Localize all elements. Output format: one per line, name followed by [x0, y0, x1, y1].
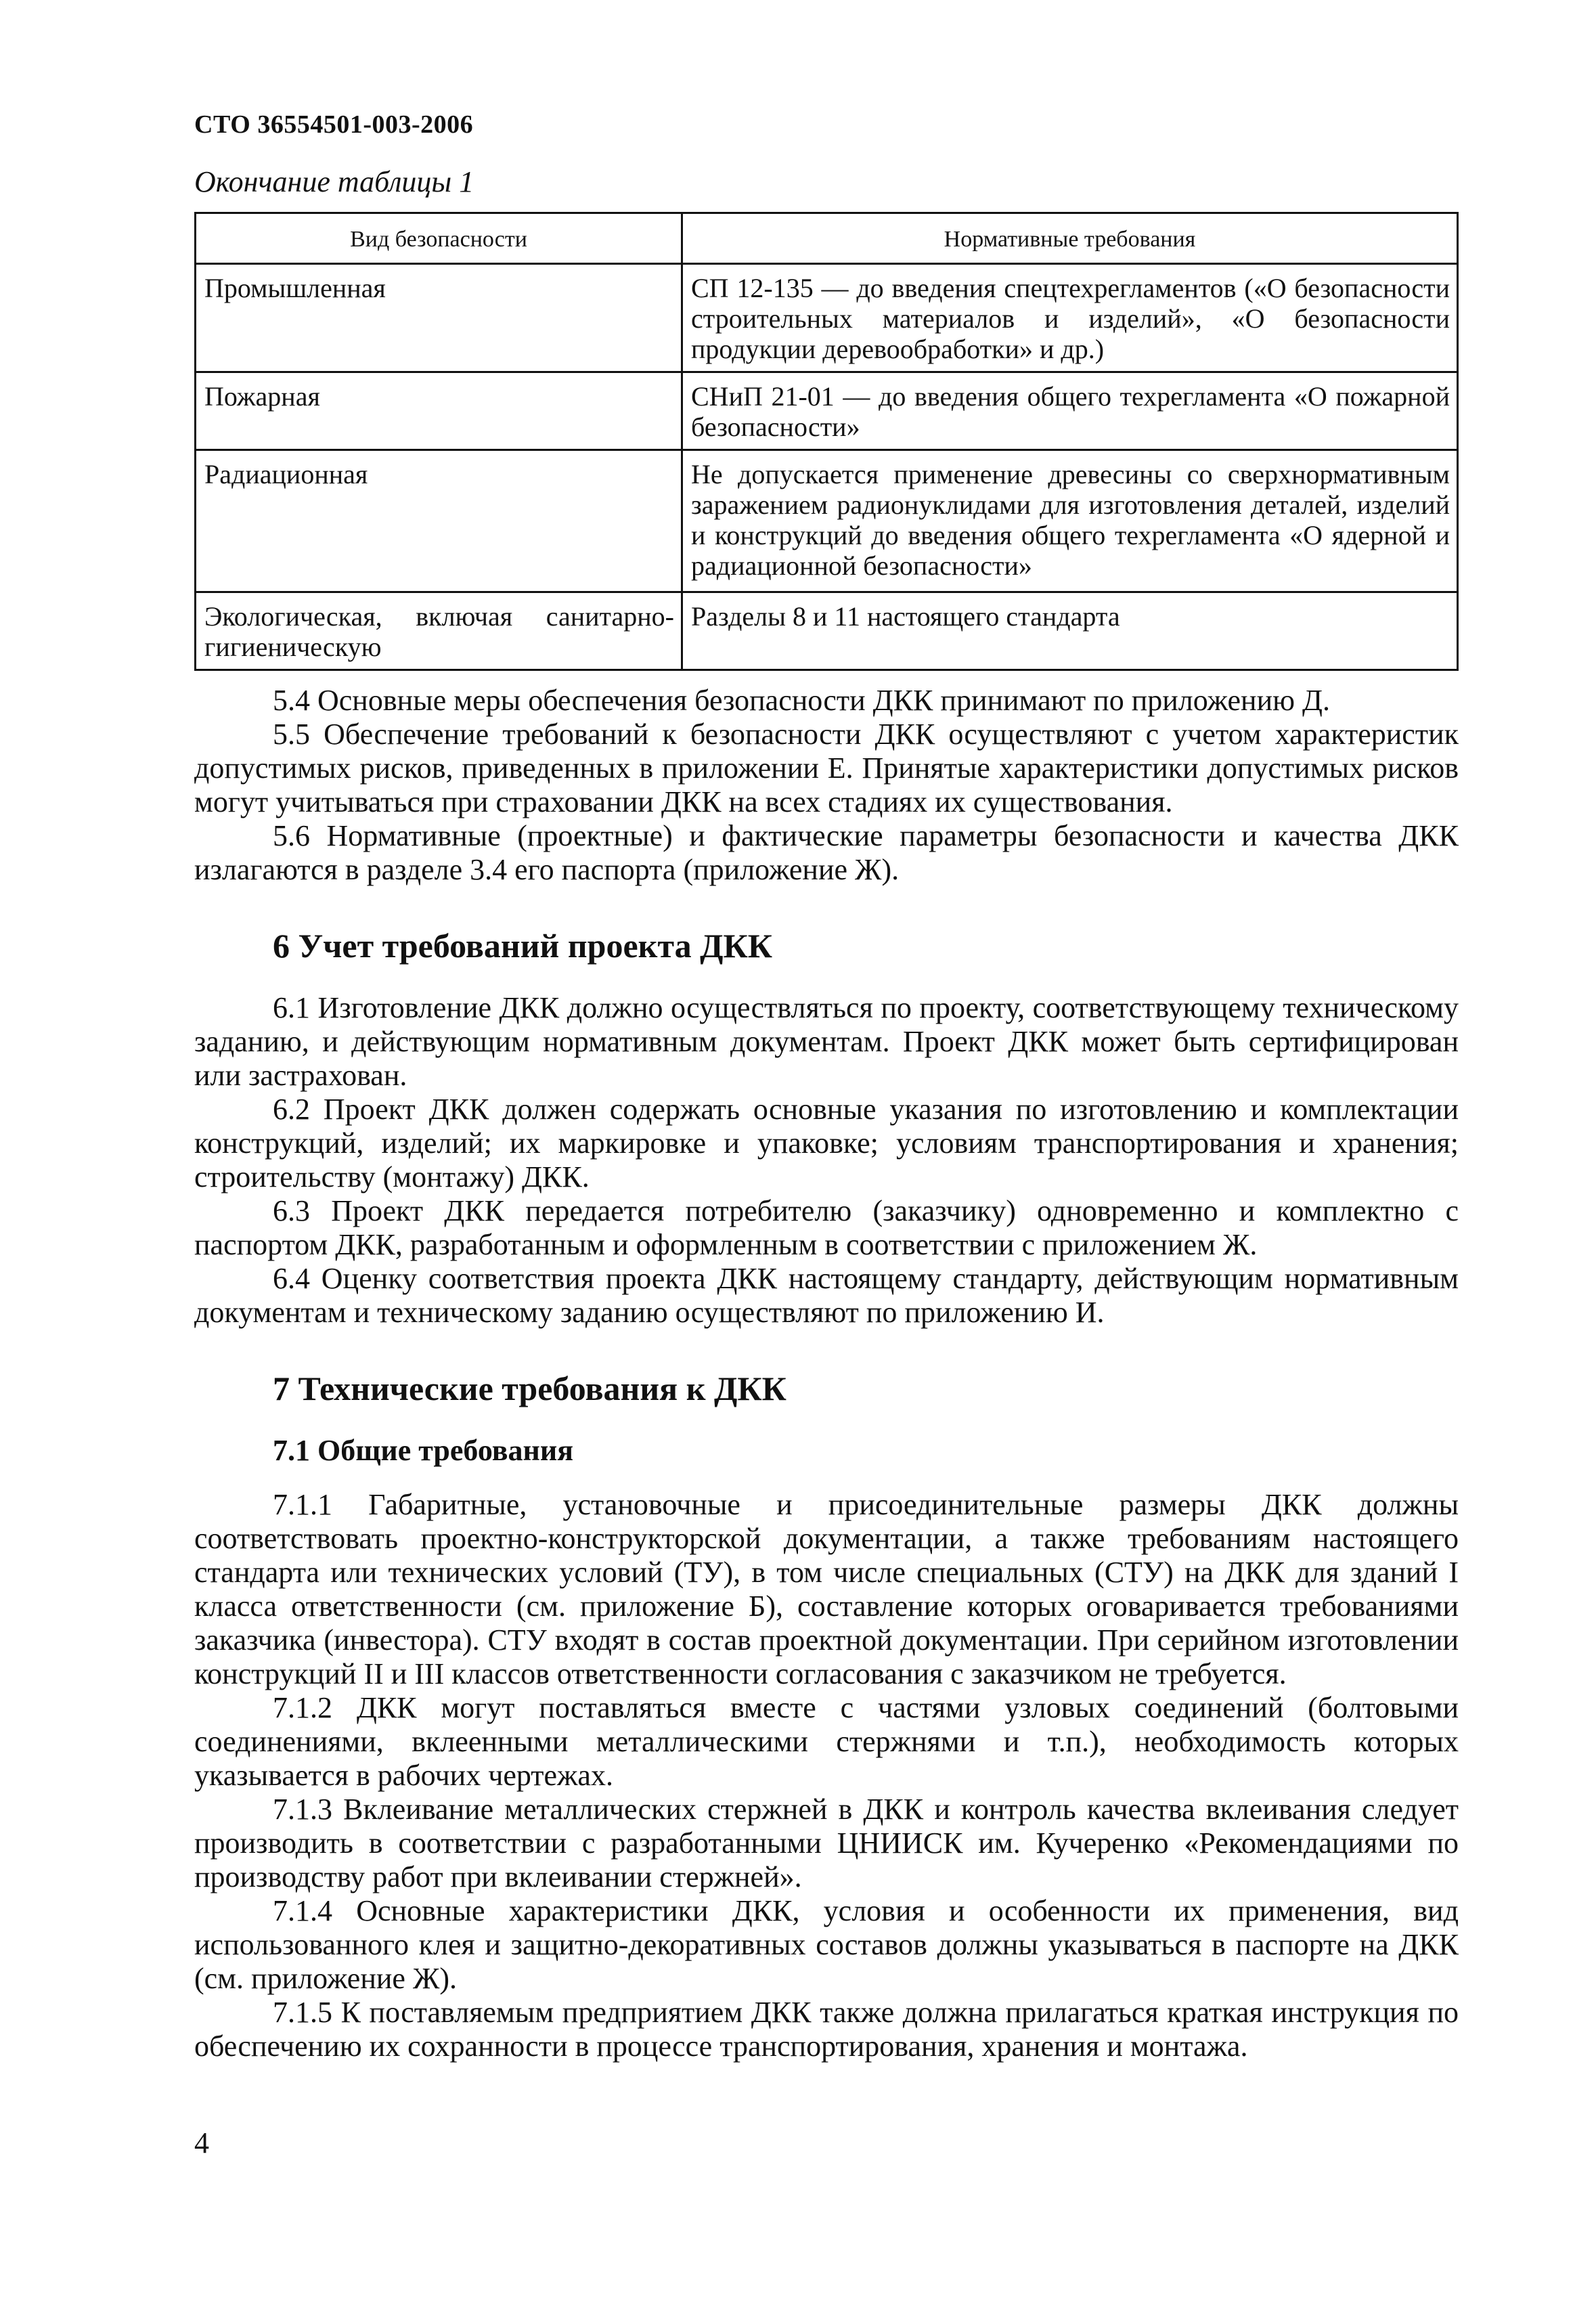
table-row	[196, 372, 1458, 450]
paragraph-7-1-2: 7.1.2 ДКК могут поставляться вместе с частями узловых соединений (болтовыми соединениями, вклеенными металлическими стержнями и т.п.), необходимость которых указывается в рабочих чертежах.	[194, 1691, 1459, 1792]
header-safety-type: Вид безопасности	[196, 213, 682, 264]
requirement-cell: СП 12-135 — до введения спецтехрегламентов («О безопасности строительных материалов и изделий», «О безопасности продукции деревообработки» и др.)	[682, 264, 1458, 372]
section-7-heading: 7 Технические требования к ДКК	[273, 1369, 786, 1407]
safety-type-cell: Промышленная	[196, 264, 682, 372]
requirement-cell: Не допускается применение древесины со сверхнормативным заражением радионуклидами для изготовления деталей, изделий и конструкций до введения общего техрегламента «О ядерной и радиационной безопасности»	[682, 450, 1458, 592]
table-row	[196, 592, 1458, 670]
requirement-cell: СНиП 21-01 — до введения общего техрегламента «О пожарной безопасности»	[682, 372, 1458, 450]
safety-type-cell: Пожарная	[196, 372, 682, 450]
paragraph-6-4: 6.4 Оценку соответствия проекта ДКК настоящему стандарту, действующим нормативным документам и техническому заданию осуществляют по приложению И.	[194, 1262, 1459, 1329]
safety-type-cell: Экологическая, включая санитарно-гигиеническую	[196, 592, 682, 670]
document-body	[194, 684, 1459, 2063]
table-row	[196, 450, 1458, 592]
table-row	[196, 264, 1458, 372]
paragraph-7-1-1: 7.1.1 Габаритные, установочные и присоединительные размеры ДКК должны соответствовать проектно-конструкторской документации, а также требованиям настоящего стандарта или технических условий (ТУ), в том числе специальных (СТУ) на ДКК для зданий I класса ответственности (см. приложение Б), составление которых оговаривается требованиями заказчика (инвестора). СТУ входят в состав проектной документации. При серийном изготовлении конструкций II и III классов ответственности согласования с заказчиком не требуется.	[194, 1488, 1459, 1690]
paragraph-6-1: 6.1 Изготовление ДКК должно осуществляться по проекту, соответствующему техническому заданию, и действующим нормативным документам. Проект ДКК может быть сертифицирован или застрахован.	[194, 991, 1459, 1092]
paragraph-7-1-3: 7.1.3 Вклеивание металлических стержней в ДКК и контроль качества вклеивания следует производить в соответствии с разработанными ЦНИИСК им. Кучеренко «Рекомендациями по производству работ при вклеивании стержней».	[194, 1793, 1459, 1893]
paragraph-5-6: 5.6 Нормативные (проектные) и фактические параметры безопасности и качества ДКК излагаются в разделе 3.4 его паспорта (приложение Ж).	[194, 819, 1459, 886]
paragraph-5-5: 5.5 Обеспечение требований к безопасности ДКК осуществляют с учетом характеристик допустимых рисков, приведенных в приложении Е. Принятые характеристики допустимых рисков могут учитываться при страховании ДКК на всех стадиях их существования.	[194, 718, 1459, 818]
page-number: 4	[194, 2126, 209, 2160]
paragraph-6-2: 6.2 Проект ДКК должен содержать основные указания по изготовлению и комплектации конструкций, изделий; их маркировке и упаковке; условиям транспортирования и хранения; строительству (монтажу) ДКК.	[194, 1093, 1459, 1193]
paragraph-5-4: 5.4 Основные меры обеспечения безопасности ДКК принимают по приложению Д.	[273, 684, 1330, 717]
safety-type-cell: Радиационная	[196, 450, 682, 592]
requirement-cell: Разделы 8 и 11 настоящего стандарта	[682, 592, 1458, 670]
header-normative-requirements: Нормативные требования	[682, 213, 1458, 264]
paragraph-7-1-4: 7.1.4 Основные характеристики ДКК, условия и особенности их применения, вид использованного клея и защитно-декоративных составов должны указываться в паспорте на ДКК (см. приложение Ж).	[194, 1894, 1459, 1995]
table-header-row	[196, 213, 1458, 264]
section-6-heading: 6 Учет требований проекта ДКК	[273, 927, 773, 965]
standard-code: СТО 36554501-003-2006	[194, 110, 474, 139]
paragraph-7-1-5: 7.1.5 К поставляемым предприятием ДКК также должна прилагаться краткая инструкция по обеспечению их сохранности в процессе транспортирования, хранения и монтажа.	[194, 1996, 1459, 2063]
subsection-7-1-heading: 7.1 Общие требования	[273, 1434, 573, 1467]
table-caption: Окончание таблицы 1	[194, 165, 474, 198]
paragraph-6-3: 6.3 Проект ДКК передается потребителю (заказчику) одновременно и комплектно с паспортом ДКК, разработанным и оформленным в соответствии с приложением Ж.	[194, 1194, 1459, 1261]
safety-requirements-table	[194, 212, 1459, 671]
